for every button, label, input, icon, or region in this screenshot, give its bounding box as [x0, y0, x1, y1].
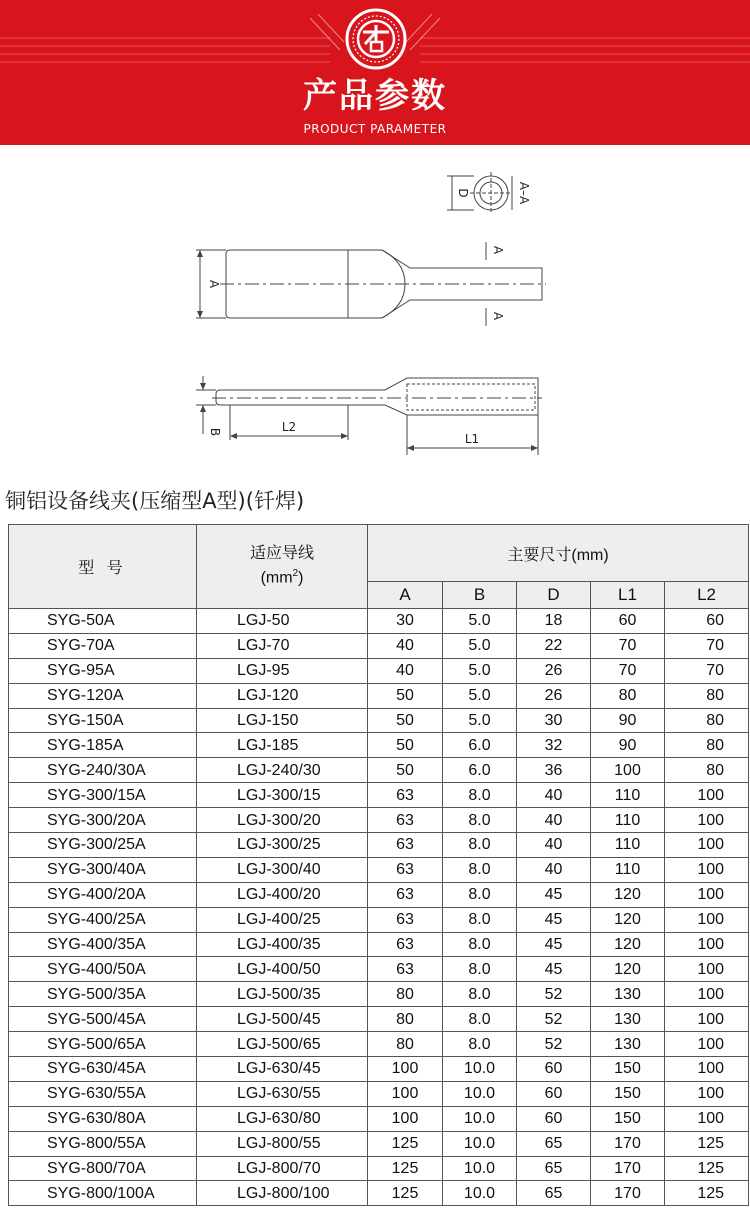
cell-l1: 120: [591, 907, 665, 932]
cell-d: 60: [517, 1081, 591, 1106]
cell-conductor: LGJ-150: [197, 708, 368, 733]
cell-conductor: LGJ-400/50: [197, 957, 368, 982]
header-unit-prefix: (mm: [260, 569, 293, 587]
cell-a: 63: [368, 857, 443, 882]
header-banner: [0, 0, 750, 145]
cell-a: 100: [368, 1081, 443, 1106]
cell-model: SYG-50A: [9, 609, 197, 634]
cell-a: 63: [368, 808, 443, 833]
cell-d: 40: [517, 783, 591, 808]
cell-conductor: LGJ-630/80: [197, 1106, 368, 1131]
table-row: [9, 857, 749, 882]
header-conductor-line2: [197, 564, 367, 588]
cell-model: SYG-500/45A: [9, 1007, 197, 1032]
cell-l2: 100: [665, 982, 749, 1007]
cell-l1: 90: [591, 708, 665, 733]
cell-d: 40: [517, 808, 591, 833]
label-d: D: [456, 188, 470, 198]
cell-l1: 150: [591, 1057, 665, 1082]
cell-l2: 125: [665, 1131, 749, 1156]
cell-d: 40: [517, 857, 591, 882]
cell-model: SYG-240/30A: [9, 758, 197, 783]
cell-l1: 80: [591, 683, 665, 708]
cell-conductor: LGJ-500/65: [197, 1032, 368, 1057]
label-l2: L2: [281, 420, 297, 434]
cell-l1: 110: [591, 857, 665, 882]
cell-model: SYG-400/50A: [9, 957, 197, 982]
table-row: [9, 708, 749, 733]
cell-conductor: LGJ-95: [197, 658, 368, 683]
cell-l1: 100: [591, 758, 665, 783]
cell-l1: 130: [591, 982, 665, 1007]
cell-l2: 80: [665, 708, 749, 733]
cell-conductor: LGJ-300/40: [197, 857, 368, 882]
cell-l1: 70: [591, 658, 665, 683]
cell-a: 80: [368, 982, 443, 1007]
table-row: [9, 1106, 749, 1131]
label-l1: L1: [464, 432, 480, 446]
cell-d: 32: [517, 733, 591, 758]
cell-b: 10.0: [443, 1156, 517, 1181]
cell-l2: 100: [665, 833, 749, 858]
cell-model: SYG-95A: [9, 658, 197, 683]
cell-model: SYG-300/15A: [9, 783, 197, 808]
header-unit-suffix: ): [298, 569, 304, 587]
header-col-l2: L2: [665, 582, 749, 609]
cell-conductor: LGJ-300/25: [197, 833, 368, 858]
cell-b: 8.0: [443, 932, 517, 957]
cell-l1: 130: [591, 1007, 665, 1032]
cell-conductor: LGJ-400/20: [197, 882, 368, 907]
cell-model: SYG-500/65A: [9, 1032, 197, 1057]
header-conductor-line1: 适应导线: [249, 545, 314, 563]
label-b: B: [208, 427, 222, 437]
cell-conductor: LGJ-400/35: [197, 932, 368, 957]
table-row: [9, 957, 749, 982]
header-dimensions: 主要尺寸(mm): [368, 525, 749, 582]
cell-d: 30: [517, 708, 591, 733]
cell-a: 63: [368, 932, 443, 957]
table-row: [9, 1181, 749, 1206]
header-col-l1: L1: [591, 582, 665, 609]
cell-conductor: LGJ-70: [197, 633, 368, 658]
table-row: [9, 1131, 749, 1156]
product-series-title: 铜铝设备线夹(压缩型A型)(钎焊): [5, 489, 305, 513]
table-row: [9, 633, 749, 658]
cell-a: 63: [368, 957, 443, 982]
cell-b: 8.0: [443, 907, 517, 932]
cell-a: 50: [368, 683, 443, 708]
cell-model: SYG-630/55A: [9, 1081, 197, 1106]
cell-model: SYG-630/80A: [9, 1106, 197, 1131]
cell-l2: 100: [665, 1007, 749, 1032]
cell-b: 10.0: [443, 1081, 517, 1106]
cell-l2: 100: [665, 907, 749, 932]
cell-d: 45: [517, 957, 591, 982]
cell-a: 63: [368, 833, 443, 858]
cell-b: 6.0: [443, 733, 517, 758]
cell-l2: 100: [665, 1081, 749, 1106]
table-row: [9, 1057, 749, 1082]
cell-conductor: LGJ-240/30: [197, 758, 368, 783]
cell-a: 50: [368, 708, 443, 733]
cell-a: 50: [368, 758, 443, 783]
cell-l1: 120: [591, 882, 665, 907]
cell-l2: 80: [665, 683, 749, 708]
header-conductor: [197, 525, 368, 609]
cell-d: 36: [517, 758, 591, 783]
table-row: [9, 658, 749, 683]
cell-a: 63: [368, 907, 443, 932]
cell-l2: 125: [665, 1181, 749, 1206]
cell-a: 100: [368, 1106, 443, 1131]
cell-l2: 100: [665, 932, 749, 957]
cell-conductor: LGJ-300/20: [197, 808, 368, 833]
cell-l1: 70: [591, 633, 665, 658]
header-model: 型 号: [9, 525, 197, 609]
cell-d: 52: [517, 1007, 591, 1032]
cell-b: 8.0: [443, 1007, 517, 1032]
cell-a: 80: [368, 1007, 443, 1032]
cell-b: 8.0: [443, 957, 517, 982]
label-section: A–A: [517, 181, 531, 205]
cell-d: 40: [517, 833, 591, 858]
cell-b: 5.0: [443, 633, 517, 658]
cell-l1: 120: [591, 932, 665, 957]
cell-d: 45: [517, 932, 591, 957]
table-row: [9, 1032, 749, 1057]
cell-conductor: LGJ-800/100: [197, 1181, 368, 1206]
table-row: [9, 1156, 749, 1181]
cell-l2: 70: [665, 633, 749, 658]
table-row: [9, 932, 749, 957]
cell-b: 5.0: [443, 683, 517, 708]
cell-model: SYG-400/35A: [9, 932, 197, 957]
cell-d: 26: [517, 658, 591, 683]
cell-conductor: LGJ-400/25: [197, 907, 368, 932]
cell-l1: 60: [591, 609, 665, 634]
table-row: [9, 907, 749, 932]
cell-l1: 170: [591, 1131, 665, 1156]
cell-a: 40: [368, 658, 443, 683]
cell-l1: 110: [591, 833, 665, 858]
table-row: [9, 882, 749, 907]
cell-l2: 100: [665, 882, 749, 907]
cell-b: 5.0: [443, 609, 517, 634]
cell-b: 8.0: [443, 808, 517, 833]
cell-conductor: LGJ-50: [197, 609, 368, 634]
cell-l2: 100: [665, 957, 749, 982]
cell-a: 40: [368, 633, 443, 658]
brand-logo-icon: [345, 8, 407, 70]
cell-l1: 170: [591, 1156, 665, 1181]
table-row: [9, 833, 749, 858]
cell-model: SYG-185A: [9, 733, 197, 758]
cell-a: 30: [368, 609, 443, 634]
cell-b: 8.0: [443, 833, 517, 858]
cell-conductor: LGJ-500/45: [197, 1007, 368, 1032]
header-col-b: B: [443, 582, 517, 609]
cell-l1: 150: [591, 1081, 665, 1106]
cell-a: 100: [368, 1057, 443, 1082]
cell-l2: 100: [665, 1032, 749, 1057]
cell-a: 50: [368, 733, 443, 758]
cell-l1: 110: [591, 808, 665, 833]
cell-conductor: LGJ-630/45: [197, 1057, 368, 1082]
cell-conductor: LGJ-800/55: [197, 1131, 368, 1156]
cell-conductor: LGJ-300/15: [197, 783, 368, 808]
cell-l2: 70: [665, 658, 749, 683]
cell-d: 22: [517, 633, 591, 658]
label-a: A: [207, 279, 221, 289]
cell-conductor: LGJ-630/55: [197, 1081, 368, 1106]
cell-a: 63: [368, 783, 443, 808]
cell-l2: 80: [665, 733, 749, 758]
cell-b: 8.0: [443, 1032, 517, 1057]
table-row: [9, 683, 749, 708]
cell-d: 52: [517, 1032, 591, 1057]
cell-l2: 125: [665, 1156, 749, 1181]
cell-d: 60: [517, 1106, 591, 1131]
table-row: [9, 982, 749, 1007]
cell-model: SYG-120A: [9, 683, 197, 708]
cell-l2: 100: [665, 1106, 749, 1131]
cell-d: 52: [517, 982, 591, 1007]
cell-l2: 100: [665, 1057, 749, 1082]
cell-model: SYG-300/20A: [9, 808, 197, 833]
spec-table: [8, 524, 749, 1206]
cell-model: SYG-800/100A: [9, 1181, 197, 1206]
cell-conductor: LGJ-500/35: [197, 982, 368, 1007]
cell-l1: 120: [591, 957, 665, 982]
cell-d: 26: [517, 683, 591, 708]
cell-model: SYG-400/25A: [9, 907, 197, 932]
banner-title: 产品参数: [303, 76, 447, 116]
table-row: [9, 808, 749, 833]
cell-conductor: LGJ-800/70: [197, 1156, 368, 1181]
cell-a: 63: [368, 882, 443, 907]
spec-table-body: [9, 609, 749, 1206]
cell-l2: 100: [665, 808, 749, 833]
cell-model: SYG-800/55A: [9, 1131, 197, 1156]
cell-b: 8.0: [443, 882, 517, 907]
cell-model: SYG-500/35A: [9, 982, 197, 1007]
cell-model: SYG-300/25A: [9, 833, 197, 858]
cell-l2: 80: [665, 758, 749, 783]
table-row: [9, 783, 749, 808]
cell-conductor: LGJ-185: [197, 733, 368, 758]
technical-drawing: [0, 150, 750, 470]
cell-d: 65: [517, 1156, 591, 1181]
cell-b: 8.0: [443, 783, 517, 808]
cell-d: 45: [517, 882, 591, 907]
cell-d: 60: [517, 1057, 591, 1082]
cell-l2: 100: [665, 857, 749, 882]
table-row: [9, 733, 749, 758]
cell-b: 8.0: [443, 857, 517, 882]
cell-l1: 110: [591, 783, 665, 808]
cell-l1: 150: [591, 1106, 665, 1131]
banner-subtitle: PRODUCT PARAMETER: [303, 122, 447, 136]
header-col-d: D: [517, 582, 591, 609]
cell-d: 65: [517, 1131, 591, 1156]
cell-l1: 90: [591, 733, 665, 758]
side-view: [196, 376, 542, 455]
cell-l1: 170: [591, 1181, 665, 1206]
cell-model: SYG-150A: [9, 708, 197, 733]
cell-conductor: LGJ-120: [197, 683, 368, 708]
label-a-bottom: A: [491, 311, 505, 321]
header-col-a: A: [368, 582, 443, 609]
cell-l1: 130: [591, 1032, 665, 1057]
cell-model: SYG-630/45A: [9, 1057, 197, 1082]
cell-b: 10.0: [443, 1057, 517, 1082]
table-row: [9, 758, 749, 783]
cell-b: 10.0: [443, 1181, 517, 1206]
cell-b: 5.0: [443, 658, 517, 683]
cell-b: 10.0: [443, 1131, 517, 1156]
cell-l2: 60: [665, 609, 749, 634]
cell-model: SYG-400/20A: [9, 882, 197, 907]
header-unit-sup: 2: [292, 568, 299, 580]
cell-b: 8.0: [443, 982, 517, 1007]
table-row: [9, 609, 749, 634]
cell-model: SYG-70A: [9, 633, 197, 658]
cell-model: SYG-300/40A: [9, 857, 197, 882]
cell-b: 5.0: [443, 708, 517, 733]
cell-d: 18: [517, 609, 591, 634]
table-row: [9, 1081, 749, 1106]
cell-a: 125: [368, 1156, 443, 1181]
cell-b: 10.0: [443, 1106, 517, 1131]
cell-a: 125: [368, 1131, 443, 1156]
cell-model: SYG-800/70A: [9, 1156, 197, 1181]
cell-d: 45: [517, 907, 591, 932]
cell-b: 6.0: [443, 758, 517, 783]
cell-d: 65: [517, 1181, 591, 1206]
cell-l2: 100: [665, 783, 749, 808]
table-row: [9, 1007, 749, 1032]
cell-a: 80: [368, 1032, 443, 1057]
cell-a: 125: [368, 1181, 443, 1206]
label-a-top: A: [491, 245, 505, 255]
